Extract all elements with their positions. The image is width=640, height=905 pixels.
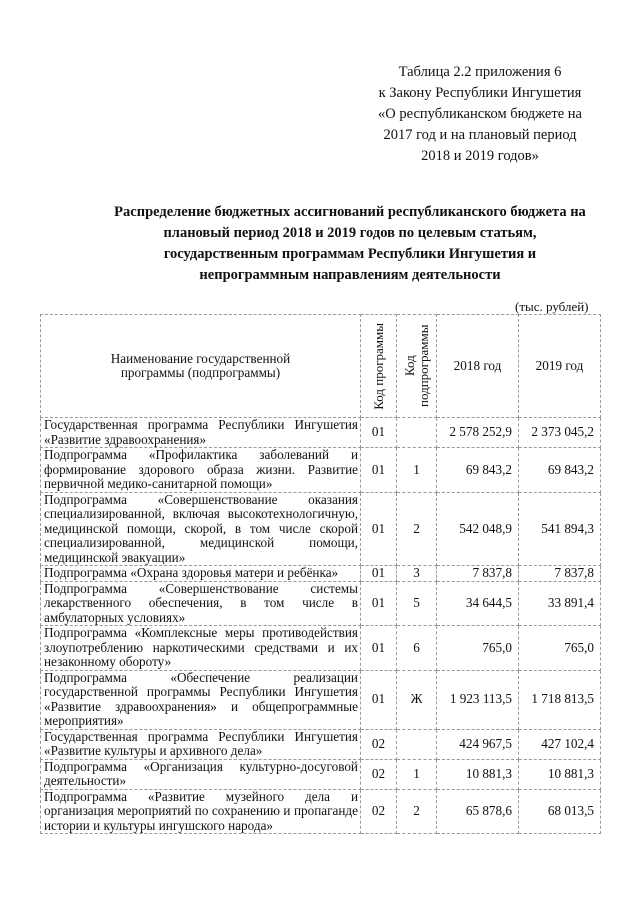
cell-program-code: 02: [361, 789, 397, 834]
column-header-2019: 2019 год: [519, 315, 601, 418]
cell-subprogram-code: 3: [397, 566, 437, 582]
table-row: [41, 626, 601, 671]
column-header-program-code: [361, 315, 397, 418]
cell-program-name: Государственная программа Республики Ингушетия «Развитие культуры и архивного дела»: [41, 729, 361, 759]
cell-subprogram-code: [397, 729, 437, 759]
cell-amount-2018: 2 578 252,9: [437, 418, 519, 448]
table-row: [41, 729, 601, 759]
appendix-reference: [360, 62, 600, 167]
table-header-row: [41, 315, 601, 418]
cell-program-name: Подпрограмма «Развитие музейного дела и организация мероприятий по сохранению и пропаганде истории и культуры ингушского народа»: [41, 789, 361, 834]
cell-amount-2018: 34 644,5: [437, 581, 519, 626]
cell-amount-2019: 2 373 045,2: [519, 418, 601, 448]
table-row: [41, 789, 601, 834]
cell-subprogram-code: 6: [397, 626, 437, 671]
column-header-name: [41, 315, 361, 418]
cell-program-name: Подпрограмма «Совершенствование системы лекарственного обеспечения, в том числе в амбулаторных условиях»: [41, 581, 361, 626]
cell-subprogram-code: 1: [397, 448, 437, 493]
cell-program-code: 01: [361, 418, 397, 448]
cell-program-code: 01: [361, 581, 397, 626]
table-row: [41, 448, 601, 493]
cell-program-name: Подпрограмма «Обеспечение реализации государственной программы Республики Ингушетия «Развитие здравоохранения» и общепрограммные мероприятия»: [41, 670, 361, 729]
units-label: (тыс. рублей): [515, 299, 589, 314]
column-header-subprogram-code: [397, 315, 437, 418]
column-header-name-text: Наименование государственной программы (подпрограммы): [110, 350, 291, 380]
table-row: [41, 418, 601, 448]
cell-amount-2019: 68 013,5: [519, 789, 601, 834]
appendix-line: Таблица 2.2 приложения 6: [398, 64, 562, 80]
cell-amount-2018: 424 967,5: [437, 729, 519, 759]
cell-program-code: 02: [361, 759, 397, 789]
cell-subprogram-code: 5: [397, 581, 437, 626]
appendix-line: 2018 и 2019 годов»: [421, 148, 539, 164]
column-header-2018: 2018 год: [437, 315, 519, 418]
cell-program-name: Подпрограмма «Профилактика заболеваний и формирование здорового образа жизни. Развитие первичной медико-санитарной помощи»: [41, 448, 361, 493]
cell-amount-2018: 10 881,3: [437, 759, 519, 789]
title-line: Распределение бюджетных ассигнований республиканского бюджета на: [114, 204, 586, 220]
cell-amount-2018: 65 878,6: [437, 789, 519, 834]
table-row: [41, 566, 601, 582]
cell-amount-2018: 69 843,2: [437, 448, 519, 493]
cell-subprogram-code: 2: [397, 789, 437, 834]
cell-program-name: Подпрограмма «Комплексные меры противодействия злоупотреблению наркотическими средствами и их незаконному обороту»: [41, 626, 361, 671]
column-header-subprogram-code-text: Код подпрограммы: [401, 324, 431, 408]
cell-amount-2019: 33 891,4: [519, 581, 601, 626]
cell-subprogram-code: [397, 418, 437, 448]
title-line: государственным программам Республики Ингушетия и: [163, 246, 537, 262]
cell-subprogram-code: 2: [397, 492, 437, 566]
cell-amount-2019: 1 718 813,5: [519, 670, 601, 729]
cell-program-code: 01: [361, 448, 397, 493]
column-header-program-code-text: Код программы: [370, 322, 386, 410]
cell-amount-2019: 7 837,8: [519, 566, 601, 582]
table-row: [41, 492, 601, 566]
cell-amount-2018: 542 048,9: [437, 492, 519, 566]
cell-amount-2019: 427 102,4: [519, 729, 601, 759]
cell-subprogram-code: Ж: [397, 670, 437, 729]
cell-program-name: Подпрограмма «Охрана здоровья матери и ребёнка»: [41, 566, 361, 582]
table-row: [41, 670, 601, 729]
cell-subprogram-code: 1: [397, 759, 437, 789]
cell-amount-2018: 765,0: [437, 626, 519, 671]
cell-amount-2019: 10 881,3: [519, 759, 601, 789]
cell-amount-2018: 1 923 113,5: [437, 670, 519, 729]
title-line: непрограммным направлениям деятельности: [199, 267, 501, 283]
cell-program-name: Подпрограмма «Совершенствование оказания специализированной, включая высокотехнологичную, медицинской помощи, скорой, в том числе скорой специализированной, медицинской помощи, медицинской эвакуации»: [41, 492, 361, 566]
cell-program-code: 02: [361, 729, 397, 759]
cell-program-code: 01: [361, 492, 397, 566]
cell-program-name: Подпрограмма «Организация культурно-досуговой деятельности»: [41, 759, 361, 789]
table-row: [41, 759, 601, 789]
table-row: [41, 581, 601, 626]
appendix-line: 2017 год и на плановый период: [383, 127, 577, 143]
title-line: плановый период 2018 и 2019 годов по целевым статьям,: [163, 225, 537, 241]
cell-program-name: Государственная программа Республики Ингушетия «Развитие здравоохранения»: [41, 418, 361, 448]
cell-amount-2019: 541 894,3: [519, 492, 601, 566]
budget-table: [40, 314, 601, 834]
cell-program-code: 01: [361, 670, 397, 729]
cell-program-code: 01: [361, 626, 397, 671]
cell-amount-2018: 7 837,8: [437, 566, 519, 582]
cell-amount-2019: 765,0: [519, 626, 601, 671]
cell-amount-2019: 69 843,2: [519, 448, 601, 493]
appendix-line: к Закону Республики Ингушетия: [378, 85, 582, 101]
appendix-line: «О республиканском бюджете на: [378, 106, 582, 122]
document-title: [60, 202, 640, 286]
cell-program-code: 01: [361, 566, 397, 582]
